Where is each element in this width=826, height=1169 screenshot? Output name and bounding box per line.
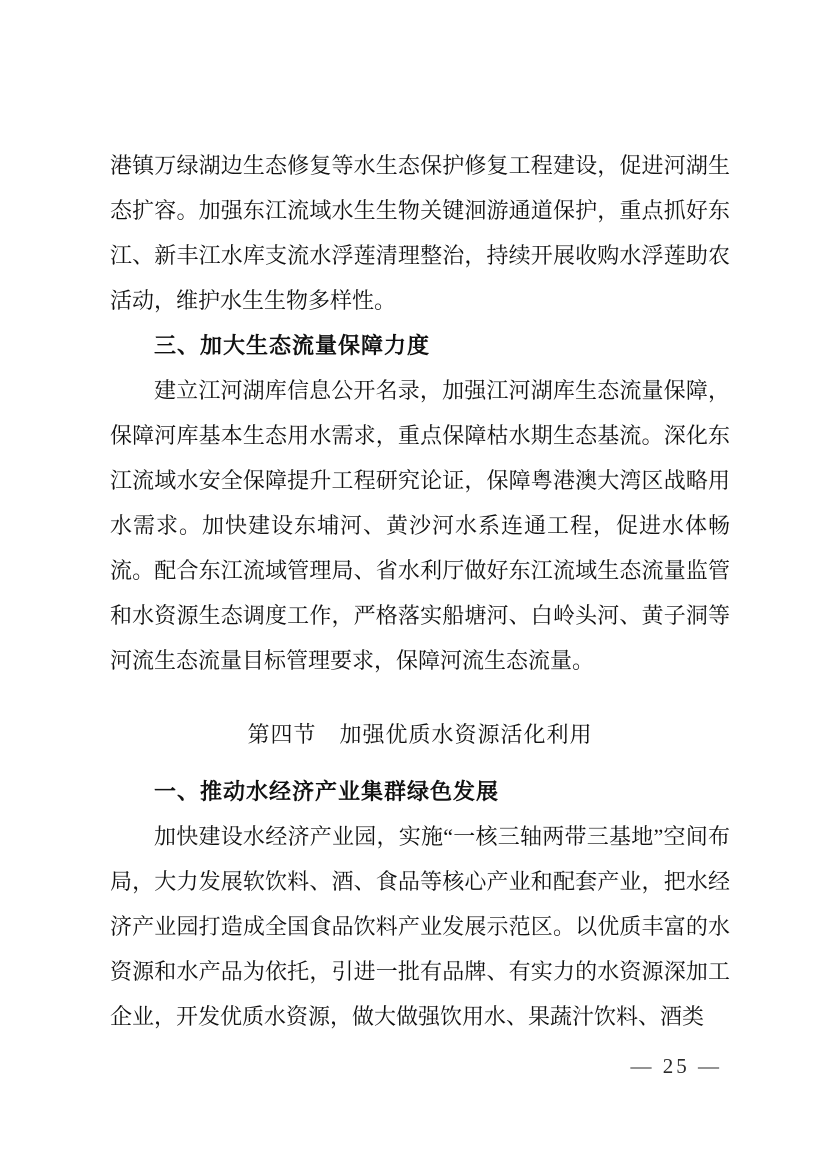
paragraph-continuation: 港镇万绿湖边生态修复等水生态保护修复工程建设，促进河湖生态扩容。加强东江流域水生生物关键洄游通道保护，重点抓好东江、新丰江水库支流水浮莲清理整治，持续开展收购水浮莲助农活动，维护水生生物多样性。	[110, 153, 730, 313]
paragraph-eco-flow: 建立江河湖库信息公开名录，加强江河湖库生态流量保障，保障河库基本生态用水需求，重点保障枯水期生态基流。深化东江流域水安全保障提升工程研究论证，保障粤港澳大湾区战略用水需求。加快建设东埔河、黄沙河水系连通工程，促进水体畅流。配合东江流域管理局、省水利厅做好东江流域生态流量监管和水资源生态调度工作，严格落实船塘河、白岭头河、黄子洞等河流生态流量目标管理要求，保障河流生态流量。	[110, 378, 730, 673]
page-footer	[631, 1051, 723, 1081]
section-title-water-resource-utilization: 第四节 加强优质水资源活化利用	[247, 722, 593, 747]
heading-eco-flow-guarantee: 三、加大生态流量保障力度	[154, 333, 431, 358]
document-content	[110, 143, 730, 1039]
paragraph-water-economy: 加快建设水经济产业园，实施“一核三轴两带三基地”空间布局，大力发展软饮料、酒、食品等核心产业和配套产业，把水经济产业园打造成全国食品饮料产业发展示范区。以优质丰富的水资源和水产品为依托，引进一批有品牌、有实力的水资源深加工企业，开发优质水资源，做大做强饮用水、果蔬汁饮料、酒类	[110, 824, 730, 1029]
page-number: — 25 —	[630, 1054, 722, 1078]
heading-water-economy-cluster: 一、推动水经济产业集群绿色发展	[154, 779, 500, 804]
